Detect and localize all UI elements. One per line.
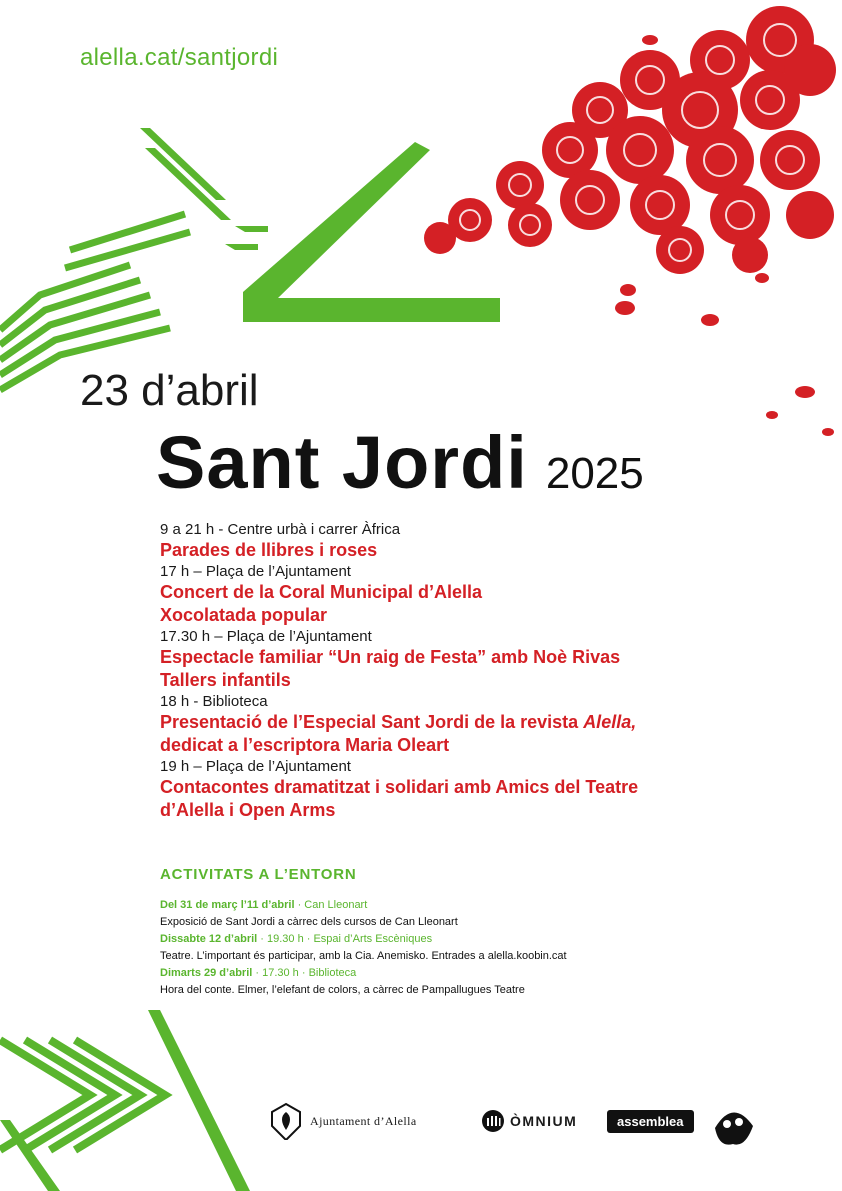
entorn-when [160, 897, 800, 914]
entorn-list [160, 897, 800, 999]
program-event: Contacontes dramatitzat i solidari amb Amics del Teatre [160, 777, 639, 797]
guaita-logo [705, 1098, 761, 1150]
entorn-date: Del 31 de març l’11 d’abril [160, 899, 295, 911]
entorn-when [160, 931, 800, 948]
program-time: 17 h – Plaça de l’Ajuntament [160, 563, 351, 580]
program-event [160, 711, 800, 734]
magazine-name: Alella, [583, 712, 637, 732]
entorn-heading: ACTIVITATS A L’ENTORN [160, 866, 357, 883]
entorn-place: · 17.30 h · Biblioteca [252, 967, 357, 979]
program-event: dedicat a l’escriptora Maria Oleart [160, 735, 450, 755]
entorn-when [160, 965, 800, 982]
omnium-label: ÒMNIUM [510, 1113, 578, 1129]
page-title: Sant Jordi [156, 421, 528, 504]
assemblea-logo: assemblea [607, 1110, 694, 1133]
entorn-what: Hora del conte. Elmer, l’elefant de colors, a càrrec de Pampallugues Teatre [160, 984, 525, 996]
entorn-what: Exposició de Sant Jordi a càrrec dels cursos de Can Lleonart [160, 916, 458, 928]
event-date: 23 d’abril [80, 366, 259, 415]
program-time: 17.30 h – Plaça de l’Ajuntament [160, 628, 372, 645]
ajuntament-label: Ajuntament d’Alella [310, 1113, 417, 1128]
green-chevrons-bottom-graphic [0, 1000, 260, 1191]
program-list [160, 520, 800, 822]
entorn-what: Teatre. L’important és participar, amb la Cia. Anemisko. Entrades a alella.koobin.cat [160, 950, 567, 962]
entorn-date: Dimarts 29 d’abril [160, 967, 253, 979]
program-time: 18 h - Biblioteca [160, 693, 268, 710]
omnium-logo [482, 1110, 577, 1132]
entorn-place: · Can Lleonart [294, 899, 368, 911]
shield-icon [270, 1102, 302, 1140]
program-event: Espectacle familiar “Un raig de Festa” amb Noè Rivas [160, 647, 621, 667]
entorn-date: Dissabte 12 d’abril [160, 933, 258, 945]
website-url[interactable]: alella.cat/santjordi [80, 44, 279, 71]
entorn-place: · 19.30 h · Espai d’Arts Escèniques [257, 933, 433, 945]
program-event: Tallers infantils [160, 670, 291, 690]
program-event: Xocolatada popular [160, 605, 328, 625]
ajuntament-logo [270, 1102, 417, 1140]
year: 2025 [545, 449, 644, 498]
sponsor-logos [270, 1098, 770, 1158]
program-event: Concert de la Coral Municipal d’Alella [160, 582, 483, 602]
program-event: d’Alella i Open Arms [160, 800, 336, 820]
program-event: Parades de llibres i roses [160, 540, 378, 560]
program-time: 19 h – Plaça de l’Ajuntament [160, 758, 351, 775]
roses-graphic [400, 0, 842, 440]
program-event-text: Presentació de l’Especial Sant Jordi de la revista [160, 712, 584, 732]
title-row [156, 420, 644, 505]
omnium-icon [482, 1110, 504, 1132]
program-time: 9 a 21 h - Centre urbà i carrer Àfrica [160, 521, 401, 538]
